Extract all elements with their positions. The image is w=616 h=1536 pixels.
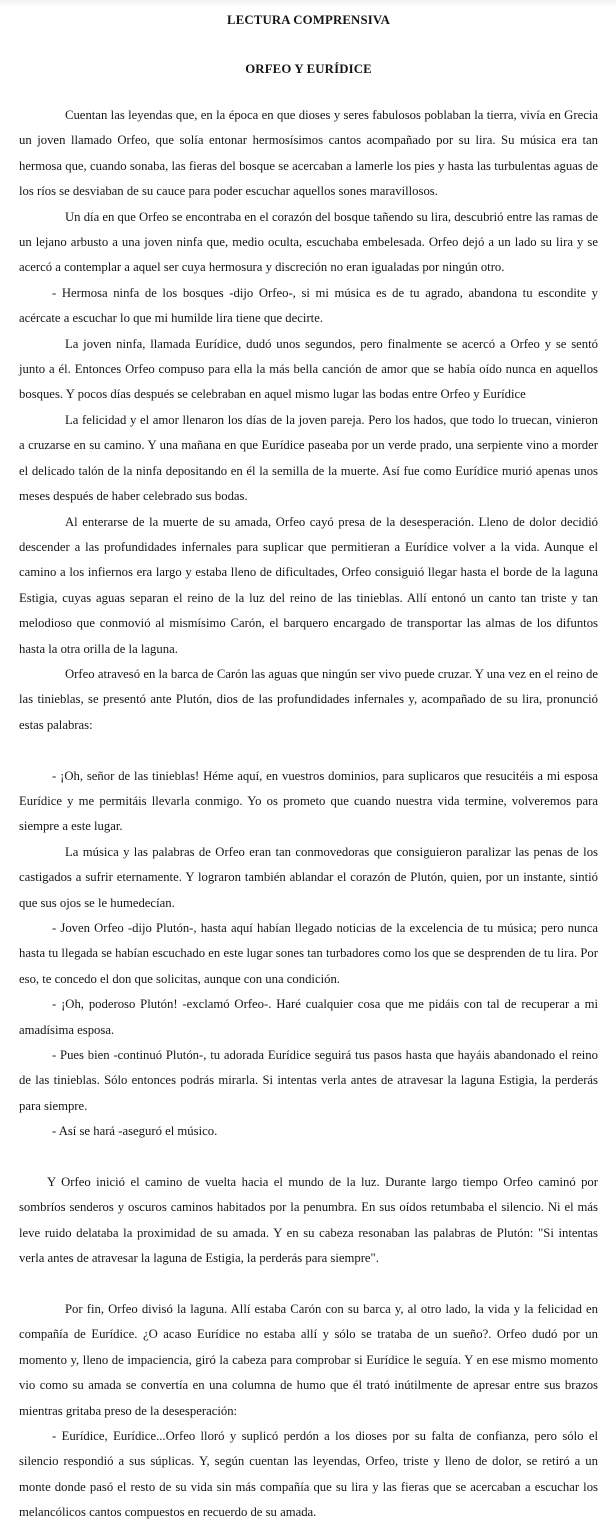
story-body: [19, 76, 598, 1526]
story-paragraph: Al enterarse de la muerte de su amada, Orfeo cayó presa de la desesperación. Lleno de dolor decidió descender a las profundidades infernales para suplicar que permitieran a Eurídice volver a la vida. Aunque el camino a los infiernos era largo y estaba lleno de dificultades, Orfeo consiguió llegar hasta el borde de la laguna Estigia, cuyas aguas separan el reino de la luz del reino de las tinieblas. Allí entonó un canto tan triste y tan melodioso que conmovió al mismísimo Carón, el barquero encargado de transportar las almas de los difuntos hasta la otra orilla de la laguna.: [19, 514, 598, 656]
story-paragraph: Y Orfeo inició el camino de vuelta hacia el mundo de la luz. Durante largo tiempo Orfeo caminó por sombríos senderos y oscuros caminos habitados por la penumbra. En sus oídos retumbaba el silencio. Ni el más leve ruido delataba la proximidad de su amada. Y en su cabeza resonaban las palabras de Plutón: "Si intentas verla antes de atravesar la laguna de Estigia, la perderás para siempre".: [19, 1175, 598, 1266]
story-paragraph: La joven ninfa, llamada Eurídice, dudó unos segundos, pero finalmente se acercó a Orfeo y se sentó junto a él. Entonces Orfeo compuso para ella la más bella canción de amor que se había oído nunca en aquellos bosques. Y pocos días después se celebraban en aquel mismo lugar las bodas entre Orfeo y Eurídice: [19, 336, 598, 402]
story-paragraph: - Hermosa ninfa de los bosques -dijo Orfeo-, si mi música es de tu agrado, abandona tu escondite y acércate a escuchar lo que mi humilde lira tiene que decirte.: [19, 285, 598, 326]
story-paragraph: Un día en que Orfeo se encontraba en el corazón del bosque tañendo su lira, descubrió entre las ramas de un lejano arbusto a una joven ninfa que, medio oculta, escuchaba embelesada. Orfeo dejó a un lado su lira y se acercó a contemplar a aquel ser cuya hermosura y discreción no eran igualadas por ningún otro.: [19, 209, 598, 275]
story-paragraph: - Así se hará -aseguró el músico.: [52, 1124, 218, 1139]
story-paragraph: - ¡Oh, señor de las tinieblas! Héme aquí, en vuestros dominios, para suplicaros que resucitéis a mi esposa Eurídice y me permitáis llevarla conmigo. Yo os prometo que cuando nuestra vida termine, volveremos para siempre a este lugar.: [19, 768, 598, 834]
story-paragraph: - ¡Oh, poderoso Plutón! -exclamó Orfeo-. Haré cualquier cosa que me pidáis con tal de recuperar a mi amadísima esposa.: [19, 997, 598, 1037]
story-paragraph: - Pues bien -continuó Plutón-, tu adorada Eurídice seguirá tus pasos hasta que hayáis abandonado el reino de las tinieblas. Sólo entonces podrás mirarla. Si intentas verla antes de atravesar la laguna Estigia, la perderás para siempre.: [19, 1048, 598, 1113]
page-title: LECTURA COMPRENSIVA: [227, 13, 390, 27]
story-paragraph: - Joven Orfeo -dijo Plutón-, hasta aquí habían llegado noticias de la excelencia de tu música; pero nunca hasta tu llegada se habían escuchado en este lugar sones tan turbadores como los que se desprenden de tu lira. Por eso, te concedo el don que solicitas, aunque con una condición.: [19, 920, 598, 986]
story-title: ORFEO Y EURÍDICE: [245, 62, 372, 76]
story-paragraph: La felicidad y el amor llenaron los días de la joven pareja. Pero los hados, que todo lo truecan, vinieron a cruzarse en su camino. Y una mañana en que Eurídice paseaba por un verde prado, una serpiente vino a morder el delicado talón de la ninfa depositando en él la semilla de la muerte. Así fue como Eurídice murió apenas unos meses después de haber celebrado sus bodas.: [19, 412, 598, 504]
story-paragraph: Cuentan las leyendas que, en la época en que dioses y seres fabulosos poblaban la tierra, vivía en Grecia un joven llamado Orfeo, que solía entonar hermosísimos cantos acompañado por su lira. Su música era tan hermosa que, cuando sonaba, las fieras del bosque se acercaban a lamerle los pies y hasta las turbulentas aguas de los ríos se desviaban de su cauce para poder escuchar aquellos sones maravillosos.: [19, 108, 598, 199]
story-paragraph: La música y las palabras de Orfeo eran tan conmovedoras que consiguieron paralizar las penas de los castigados a sufrir eternamente. Y lograron también ablandar el corazón de Plutón, quien, por un instante, sintió que sus ojos se le humedecían.: [19, 844, 598, 910]
story-paragraph: - Eurídice, Eurídice...Orfeo lloró y suplicó perdón a los dioses por su falta de confianza, pero sólo el silencio respondió a sus súplicas. Y, según cuentan las leyendas, Orfeo, triste y lleno de dolor, se retiró a un monte donde pasó el resto de su vida sin más compañía que su lira y las fieras que se acercaban a escuchar los melancólicos cantos compuestos en recuerdo de su amada.: [19, 1429, 598, 1520]
story-paragraph: Por fin, Orfeo divisó la laguna. Allí estaba Carón con su barca y, al otro lado, la vida y la felicidad en compañía de Eurídice. ¿O acaso Eurídice no estaba allí y sólo se trataba de un sueño?. Orfeo dudó por un momento y, lleno de impaciencia, giró la cabeza para comprobar si Eurídice le seguía. Y en ese mismo momento vio como su amada se convertía en una columna de humo que él trató inútilmente de apresar entre sus brazos mientras gritaba preso de la desesperación:: [19, 1302, 598, 1418]
story-paragraph: Orfeo atravesó en la barca de Carón las aguas que ningún ser vivo puede cruzar. Y una vez en el reino de las tinieblas, se presentó ante Plutón, dios de las profundidades infernales y, acompañado de su lira, pronunció estas palabras:: [19, 666, 598, 732]
